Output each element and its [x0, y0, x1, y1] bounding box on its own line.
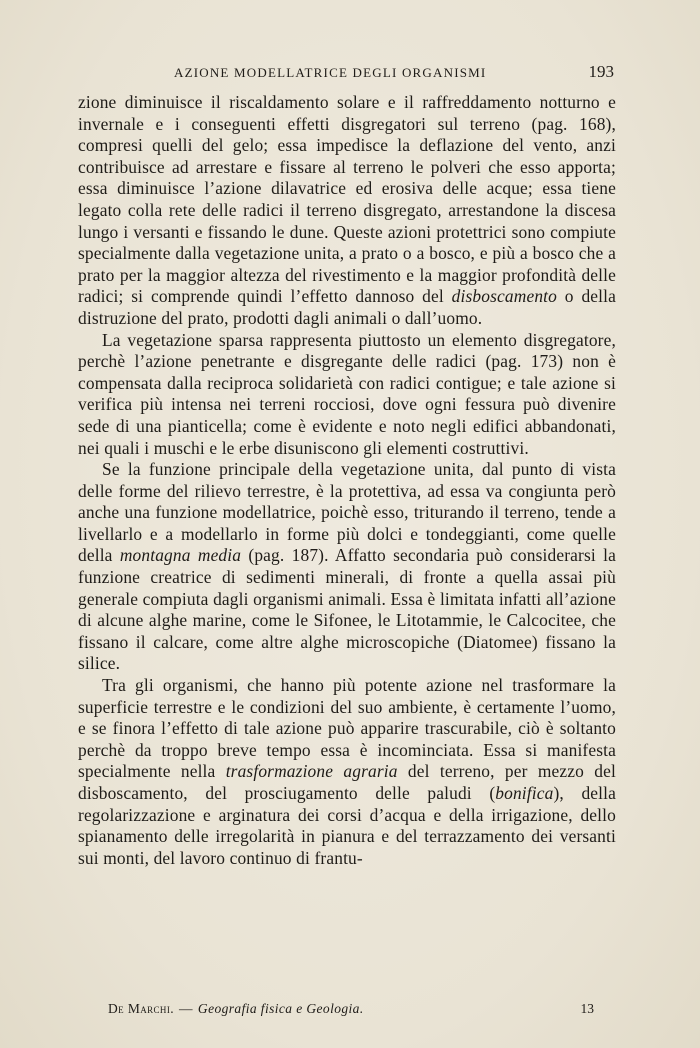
footer-author: De Marchi. [108, 1001, 175, 1016]
paragraph [78, 675, 616, 869]
text-run: Tra gli organismi, che hanno più potente azione nel trasformare la superficie terrestre e le condizioni del suo ambiente, è certamente l’uomo, e se finora l’effetto di tale azione può apparire trascurabile, ciò è soltanto perchè da troppo breve tempo essa è incominciata. Essa si manifesta specialmente nella [78, 675, 616, 782]
paragraph [78, 459, 616, 675]
signature-mark: 13 [580, 1001, 594, 1016]
italic-term: bonifica [495, 783, 554, 803]
text-run: zione diminuisce il riscaldamento solare e il raffreddamento notturno e invernale e i conseguenti effetti disgregatori sul terreno (pag. 168), compresi quelli del gelo; essa impedisce la deflazione del vento, anzi contribuisce ad arrestare e fissare al terreno le polveri che esso apporta; essa diminuisce l’azione dilavatrice ed erosiva delle acque; essa tiene legato colla rete delle radici il terreno disgregato, arrestandone la discesa lungo i versanti e fissando le dune. Queste azioni protettrici sono compiute specialmente dalla vegetazione unita, a prato o a bosco, e più a bosco che a prato per la maggior altezza del rivestimento e la maggior profondità delle radici; si comprende quindi l’effetto dannoso del [78, 92, 616, 307]
running-title: AZIONE MODELLATRICE DEGLI ORGANISMI [174, 65, 487, 80]
text-run: Se la funzione principale della vegetazione unita, dal punto di vista delle forme del rilievo terrestre, è la protettiva, ad essa va congiunta però anche una funzione modellatrice, poichè esso, triturando il terreno, tende a livellarlo e a modellarlo in forme più dolci e tondeggianti, come quelle della [78, 459, 616, 566]
text-run: del terreno, per mezzo del disboscamento, del prosciugamento delle paludi ( [78, 761, 616, 803]
paragraph [78, 330, 616, 460]
footer-citation [108, 1001, 364, 1017]
italic-term: trasformazione agraria [225, 761, 398, 782]
text-run: o della distruzione del prato, prodotti dagli animali o dall’uomo. [78, 286, 616, 328]
page-footer [108, 1001, 594, 1021]
italic-term: montagna media [119, 545, 242, 566]
body-text [78, 92, 616, 869]
footer-book-title: Geografia fisica e Geologia. [197, 1001, 364, 1016]
text-run: ), della regolarizzazione e arginatura dei corsi d’acqua e della irrigazione, dello spianamento delle irregolarità in pianura e del terrazzamento dei versanti sui monti, del lavoro continuo di frantu- [78, 783, 616, 868]
page-number: 193 [588, 62, 614, 81]
running-head [78, 62, 616, 82]
text-run: La vegetazione sparsa rappresenta piuttosto un elemento disgregatore, perchè l’azione penetrante e disgregante delle radici (pag. 173) non è compensata dalla reciproca solidarietà con radici contigue; e tale azione si verifica più intensa nei terreni rocciosi, dove ogni fessura può divenire sede di una pianticella; come è evidente e noto negli edifici abbandonati, nei quali i muschi e le erbe disuniscono gli elementi costruttivi. [78, 329, 616, 458]
italic-term: disboscamento [451, 286, 557, 307]
paragraph [78, 92, 616, 330]
footer-separator: — [179, 1001, 193, 1016]
text-run: (pag. 187). Affatto secondaria può considerarsi la funzione creatrice di sedimenti minerali, di fronte a quella assai più generale compiuta dagli organismi animali. Essa è limitata infatti all’azione di alcune alghe marine, come le Sifonee, le Litotammie, le Calcocitee, che fissano il calcare, come altre alghe microscopiche (Diatomee) fissano la silice. [78, 545, 617, 674]
